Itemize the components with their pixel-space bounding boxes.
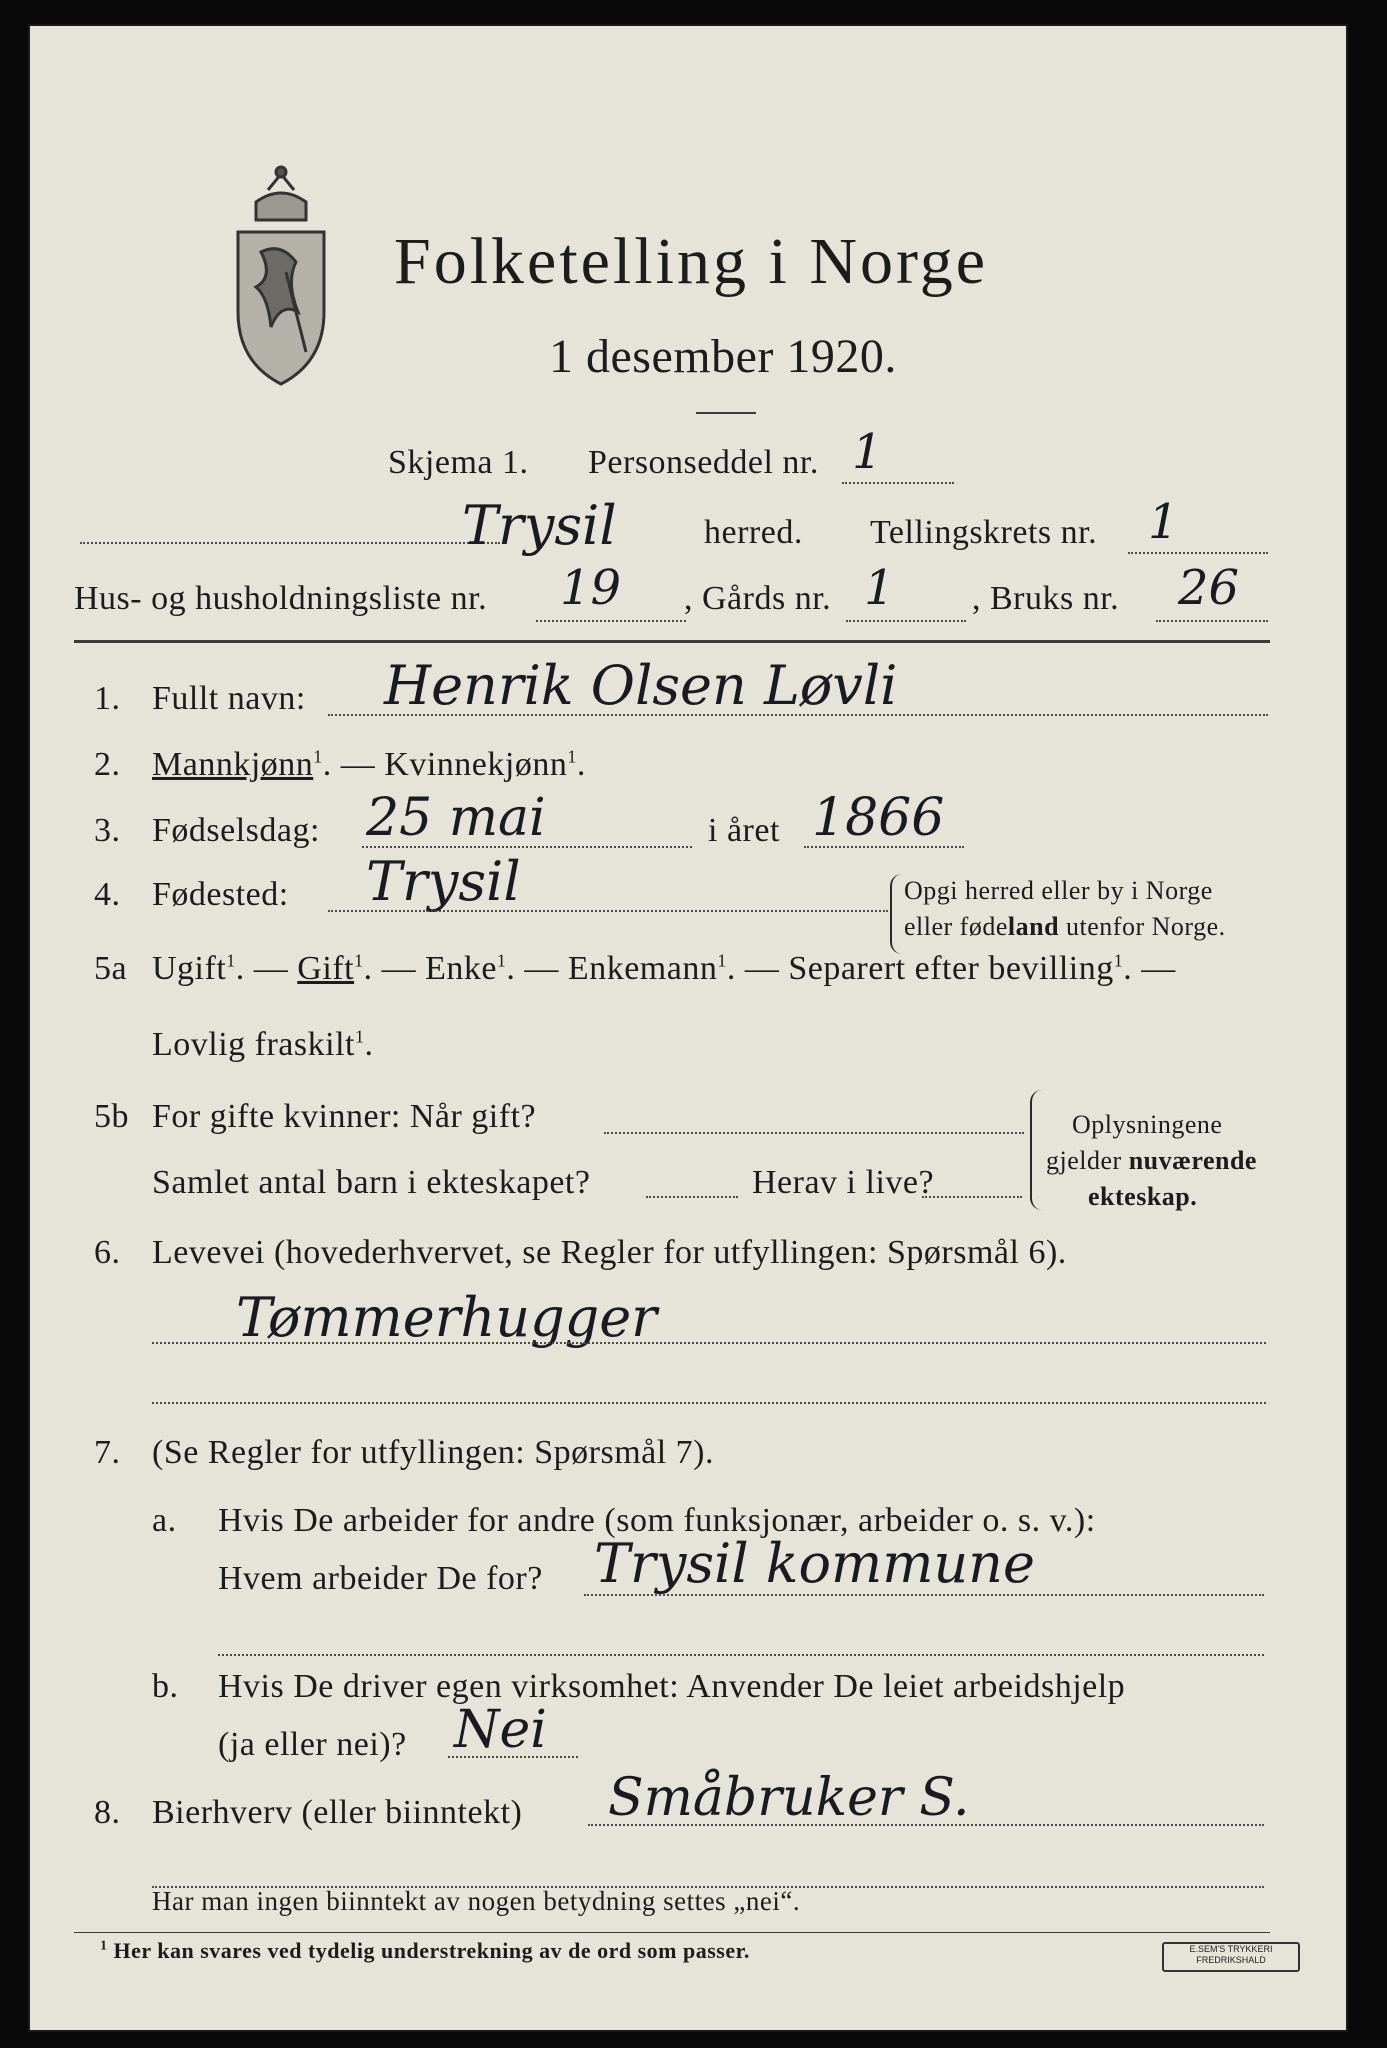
q4-note-line1: Opgi herred eller by i Norge [904,876,1213,905]
q7a-line2: Hvem arbeider De for? [218,1560,543,1597]
stamp-line1: E.SEM'S TRYKKERI [1189,1944,1273,1954]
header-divider [696,412,756,414]
q7b-number: b. [152,1668,179,1705]
q4-note2a: eller føde [904,912,1008,941]
q5b-number: 5b [94,1098,129,1135]
q2-female-option[interactable]: Kvinnekjønn [384,746,568,783]
dash: . — [235,950,298,987]
footnote-num: 1 [100,1938,108,1954]
printer-stamp [1162,1942,1300,1972]
personseddel-label: Personseddel nr. [588,444,819,481]
q5b-line1-field [604,1132,1024,1134]
q6-value: Tømmerhugger [236,1286,657,1349]
q7a-line2-field [218,1654,1264,1656]
q7a-value: Trysil kommune [594,1532,1035,1595]
q5a-line2 [152,1026,373,1064]
q8-number: 8. [94,1794,121,1831]
sup: 1 [226,950,236,971]
q4-label: Fødested: [152,876,289,913]
husholdning-label: Hus- og husholdningsliste nr. [74,580,488,617]
section-divider [74,640,1270,643]
dash: . — [506,950,568,987]
q5b-brace [1030,1090,1044,1210]
q3-number: 3. [94,812,121,849]
q6-line2 [152,1402,1266,1404]
q5b-line2b: Herav i live? [752,1164,935,1201]
tellingskrets-label: Tellingskrets nr. [870,514,1098,551]
q4-brace [890,874,902,954]
coat-of-arms-icon [226,162,336,392]
q7a-line1: Hvis De arbeider for andre (som funksjonær, arbeider o. s. v.): [218,1502,1096,1539]
census-form [28,24,1348,2032]
q7b-line [448,1756,578,1758]
footer-note: Har man ingen biinntekt av nogen betydning settes „nei“. [152,1886,801,1916]
note2a: gjelder [1046,1146,1129,1175]
q3-line [362,846,692,848]
sup: 1 [1113,950,1124,971]
q7b-value: Nei [454,1700,547,1760]
husholdning-line [536,620,686,622]
dash: . — [726,950,789,987]
q3-label: Fødselsdag: [152,812,320,849]
dash: . — [363,950,426,987]
q5b-line2: Samlet antal barn i ekteskapet? [152,1164,591,1201]
sup: 1 [354,950,364,971]
q1-label: Fullt navn: [152,680,306,717]
q3-year-line [804,846,964,848]
q2-end: . [576,746,586,783]
footnote-a: Her kan svares ved [113,1938,308,1963]
q4-value: Trysil [366,850,521,913]
q5b-line2-field [646,1196,738,1198]
census-date: 1 desember 1920. [549,330,897,383]
q5a-ugift-option[interactable]: Ugift [152,950,227,987]
form-title: Folketelling i Norge [394,225,989,298]
bruks-value: 26 [1178,560,1240,616]
q2-male-option[interactable]: Mannkjønn [152,746,314,783]
herred-line-lead [80,542,500,544]
q7-label: (Se Regler for utfyllingen: Spørsmål 7). [152,1434,715,1471]
q2-sup1: 1 [313,746,323,767]
q3-year-label: i året [708,812,780,849]
q5b-note1: Oplysningene [1072,1110,1223,1139]
gards-value: 1 [864,560,895,616]
q7b-line1: Hvis De driver egen virksomhet: Anvender De leiet arbeidshjelp [218,1668,1126,1705]
q1-number: 1. [94,680,121,717]
footer-divider [74,1932,1270,1933]
tellingskrets-value: 1 [1148,494,1179,550]
gards-label: , Gårds nr. [684,580,832,617]
footnote [100,1938,750,1964]
sup: 1 [717,950,727,971]
herred-value: Trysil [462,494,617,557]
q6-label: Levevei (hovederhvervet, se Regler for utfyllingen: Spørsmål 6). [152,1234,1067,1271]
personseddel-line [842,482,954,484]
sup: 1 [354,1026,365,1047]
line2-end: . [364,1026,374,1063]
stamp-line2: FREDRIKSHALD [1196,1955,1266,1965]
tellingskrets-line [1128,552,1268,554]
end: . — [1123,950,1176,987]
bruks-line [1156,620,1268,622]
q5b-note2 [1046,1146,1257,1176]
q5b-line2b-field [922,1196,1022,1198]
q8-line [588,1824,1264,1826]
q5a-fraskilt-option[interactable]: Lovlig fraskilt [152,1026,355,1063]
q5a-gift-option[interactable]: Gift [297,950,355,987]
q4-number: 4. [94,876,121,913]
q1-line [328,714,1268,716]
q2-sep: . — [322,746,385,783]
bruks-label: , Bruks nr. [972,580,1120,617]
q6-number: 6. [94,1234,121,1271]
q2-options [152,746,586,784]
sup: 1 [496,950,507,971]
skjema-label: Skjema 1. [388,444,529,481]
q5a-number: 5a [94,950,128,987]
q5a-separert-option[interactable]: Separert efter bevilling [788,950,1114,987]
husholdning-value: 19 [560,560,622,616]
q1-value: Henrik Olsen Løvli [384,654,898,717]
footnote-b: tydelig understrekning av de ord som passer. [307,1938,750,1963]
q4-line [328,910,888,912]
q7b-line2: (ja eller nei)? [218,1726,407,1763]
q4-note2b: utenfor Norge. [1059,912,1226,941]
q5b-note3: ekteskap. [1088,1182,1198,1211]
q2-sup2: 1 [567,746,577,767]
personseddel-value: 1 [852,424,883,480]
q7a-line [584,1594,1264,1596]
q5b-line1: For gifte kvinner: Når gift? [152,1098,537,1135]
q5a-enke-option[interactable]: Enke [425,950,497,987]
q7a-number: a. [152,1502,177,1539]
q7-number: 7. [94,1434,121,1471]
gards-line [846,620,966,622]
q2-number: 2. [94,746,121,783]
q8-label: Bierhverv (eller biinntekt) [152,1794,523,1831]
q3-year-value: 1866 [812,788,945,848]
note2b: nuværende [1128,1146,1257,1175]
q3-value: 25 mai [366,788,546,848]
q4-note2bold: land [1007,912,1060,941]
herred-label: herred. [704,514,803,551]
q6-line1 [152,1342,1266,1344]
q8-value: Småbruker S. [608,1768,970,1828]
q5a-enkemann-option[interactable]: Enkemann [567,950,718,987]
q4-note-line2 [904,912,1226,942]
q5a-options [152,950,1176,988]
